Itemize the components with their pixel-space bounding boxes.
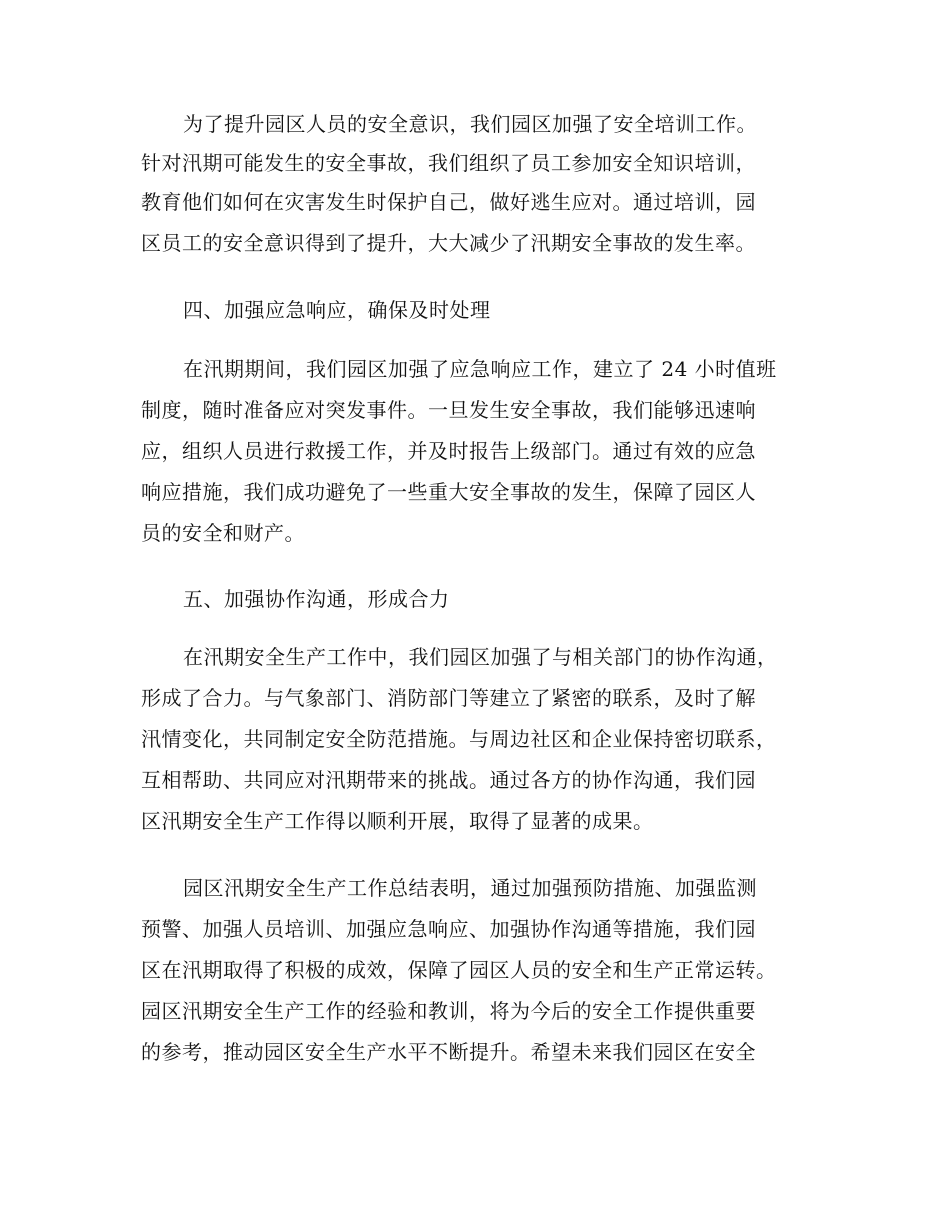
- paragraph-line: 园区汛期安全生产工作的经验和教训，将为今后的安全工作提供重要: [141, 999, 756, 1023]
- paragraph-line: 应，组织人员进行救援工作，并及时报告上级部门。通过有效的应急: [141, 439, 756, 463]
- paragraph-line: 响应措施，我们成功避免了一些重大安全事故的发生，保障了园区人: [141, 480, 756, 504]
- paragraph-line: 的参考，推动园区安全生产水平不断提升。希望未来我们园区在安全: [141, 1040, 756, 1064]
- paragraph-line: 教育他们如何在灾害发生时保护自己，做好逃生应对。通过培训，园: [141, 190, 756, 214]
- paragraph-line: 园区汛期安全生产工作总结表明，通过加强预防措施、加强监测: [183, 876, 757, 900]
- paragraph-line: 为了提升园区人员的安全意识，我们园区加强了安全培训工作。: [183, 112, 757, 136]
- section-heading: 五、加强协作沟通，形成合力: [183, 587, 450, 611]
- paragraph-line: 在汛期期间，我们园区加强了应急响应工作，建立了 24 小时值班: [183, 357, 777, 381]
- paragraph-line: 区员工的安全意识得到了提升，大大减少了汛期安全事故的发生率。: [141, 231, 756, 255]
- paragraph-line: 区汛期安全生产工作得以顺利开展，取得了显著的成果。: [141, 809, 654, 833]
- paragraph-line: 员的安全和财产。: [141, 521, 305, 545]
- paragraph-line: 在汛期安全生产工作中，我们园区加强了与相关部门的协作沟通，: [183, 645, 778, 669]
- paragraph-line: 互相帮助、共同应对汛期带来的挑战。通过各方的协作沟通，我们园: [141, 768, 756, 792]
- paragraph-line: 制度，随时准备应对突发事件。一旦发生安全事故，我们能够迅速响: [141, 398, 756, 422]
- paragraph-line: 形成了合力。与气象部门、消防部门等建立了紧密的联系，及时了解: [141, 686, 756, 710]
- paragraph-line: 针对汛期可能发生的安全事故，我们组织了员工参加安全知识培训，: [141, 151, 756, 175]
- paragraph-line: 区在汛期取得了积极的成效，保障了园区人员的安全和生产正常运转。: [141, 958, 777, 982]
- paragraph-line: 汛情变化，共同制定安全防范措施。与周边社区和企业保持密切联系，: [141, 727, 777, 751]
- section-heading: 四、加强应急响应，确保及时处理: [183, 298, 491, 322]
- paragraph-line: 预警、加强人员培训、加强应急响应、加强协作沟通等措施，我们园: [141, 917, 756, 941]
